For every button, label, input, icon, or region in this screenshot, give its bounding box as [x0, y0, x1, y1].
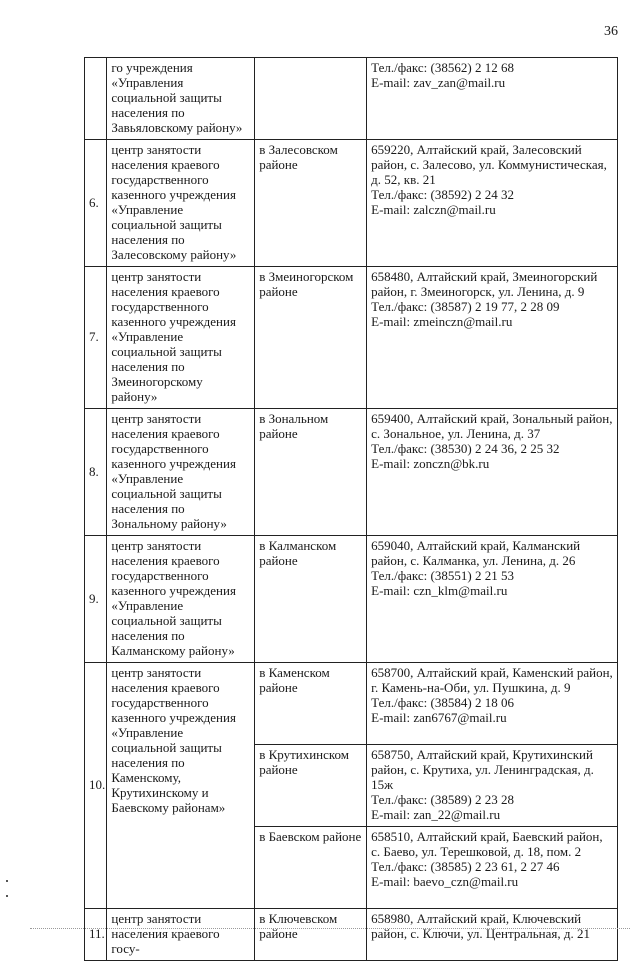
email: E-mail: zav_zan@mail.ru: [371, 75, 506, 90]
scan-artifact: [6, 895, 8, 897]
contact-info: [367, 409, 618, 536]
row-number: 10.: [85, 663, 107, 909]
address: 658700, Алтайский край, Каменский район, г. Камень-на-Оби, ул. Пушкина, д. 9: [371, 665, 613, 695]
address: 658750, Алтайский край, Крутихинский район, с. Крутиха, ул. Ленинградская, д. 15ж: [371, 747, 594, 792]
district: в Каменском районе: [255, 663, 367, 745]
email: E-mail: zonczn@bk.ru: [371, 456, 490, 471]
organization-name: центр занятости населения краевого государственного казенного учреждения «Управление социальной защиты населения по Залесовскому району»: [107, 140, 255, 267]
address: 659040, Алтайский край, Калманский район, с. Калманка, ул. Ленина, д. 26: [371, 538, 581, 568]
email: E-mail: czn_klm@mail.ru: [371, 583, 508, 598]
address: 659220, Алтайский край, Залесовский район, с. Залесово, ул. Коммунистическая, д. 52, кв. 21: [371, 142, 607, 187]
bottom-rule: [30, 928, 630, 930]
organization-name: центр занятости населения краевого государственного казенного учреждения «Управление социальной защиты населения по Каменскому, Крутихинскому и Баевскому районам»: [107, 663, 255, 909]
district: в Змеиногорском районе: [255, 267, 367, 409]
contact-info: [367, 267, 618, 409]
row-number: [85, 58, 107, 140]
organization-name: центр занятости населения краевого государственного казенного учреждения «Управление социальной защиты населения по Зональному району»: [107, 409, 255, 536]
row-number: 6.: [85, 140, 107, 267]
email: E-mail: zan6767@mail.ru: [371, 710, 507, 725]
row-number: 9.: [85, 536, 107, 663]
organization-name: го учреждения «Управления социальной защиты населения по Завьяловскому району»: [107, 58, 255, 140]
address: 658510, Алтайский край, Баевский район, с. Баево, ул. Терешковой, д. 18, пом. 2: [371, 829, 603, 859]
organization-name: центр занятости населения краевого государственного казенного учреждения «Управление социальной защиты населения по Калманскому району»: [107, 536, 255, 663]
table-row: [85, 409, 618, 536]
phone: Тел./факс: (38587) 2 19 77, 2 28 09: [371, 299, 560, 314]
address: 658980, Алтайский край, Ключевский район, с. Ключи, ул. Центральная, д. 21: [371, 911, 590, 941]
phone: Тел./факс: (38592) 2 24 32: [371, 187, 514, 202]
table-row: [85, 267, 618, 409]
phone: Тел./факс: (38530) 2 24 36, 2 25 32: [371, 441, 560, 456]
contact-info: [367, 663, 618, 745]
phone: Тел./факс: (38589) 2 23 28: [371, 792, 514, 807]
table-row: [85, 663, 618, 745]
district: в Ключевском районе: [255, 909, 367, 961]
contact-info: [367, 58, 618, 140]
table-row: [85, 58, 618, 140]
table-row: [85, 909, 618, 961]
organization-name: центр занятости населения краевого государственного казенного учреждения «Управление социальной защиты населения по Змеиногорскому району»: [107, 267, 255, 409]
phone: Тел./факс: (38584) 2 18 06: [371, 695, 514, 710]
table-row: [85, 140, 618, 267]
email: E-mail: zan_22@mail.ru: [371, 807, 501, 822]
scan-artifact: [6, 880, 8, 882]
email: E-mail: baevo_czn@mail.ru: [371, 874, 519, 889]
row-number: 8.: [85, 409, 107, 536]
contact-info: [367, 909, 618, 961]
district: [255, 58, 367, 140]
email: E-mail: zmeinczn@mail.ru: [371, 314, 513, 329]
address: 658480, Алтайский край, Змеиногорский район, г. Змеиногорск, ул. Ленина, д. 9: [371, 269, 598, 299]
institutions-table: [84, 57, 618, 961]
district: в Баевском районе: [255, 827, 367, 909]
phone: Тел./факс: (38562) 2 12 68: [371, 60, 514, 75]
district: в Крутихинском районе: [255, 745, 367, 827]
row-number: 11.: [85, 909, 107, 961]
organization-name: центр занятости населения краевого госу-: [107, 909, 255, 961]
email: E-mail: zalczn@mail.ru: [371, 202, 496, 217]
district: в Калманском районе: [255, 536, 367, 663]
contact-info: [367, 745, 618, 827]
contact-info: [367, 536, 618, 663]
row-number: 7.: [85, 267, 107, 409]
address: 659400, Алтайский край, Зональный район, с. Зональное, ул. Ленина, д. 37: [371, 411, 613, 441]
phone: Тел./факс: (38585) 2 23 61, 2 27 46: [371, 859, 560, 874]
phone: Тел./факс: (38551) 2 21 53: [371, 568, 514, 583]
page-number: 36: [604, 24, 618, 39]
contact-info: [367, 827, 618, 909]
contact-info: [367, 140, 618, 267]
district: в Залесовском районе: [255, 140, 367, 267]
district: в Зональном районе: [255, 409, 367, 536]
table-row: [85, 536, 618, 663]
